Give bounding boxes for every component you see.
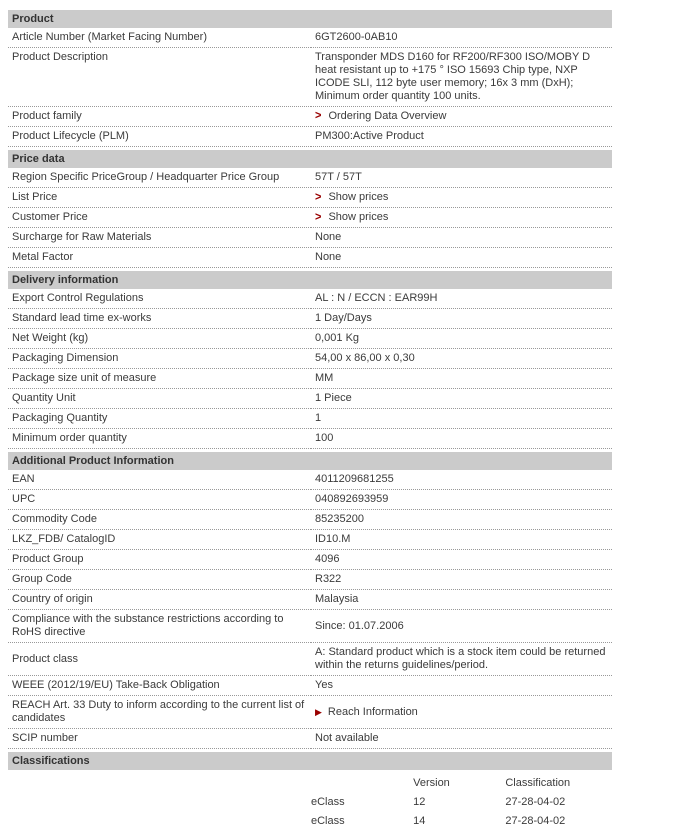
row-value: 100 [311, 429, 612, 449]
table-row [8, 208, 612, 228]
row-value: PM300:Active Product [311, 127, 612, 147]
classification-version: 14 [413, 815, 426, 827]
row-label: Product class [8, 643, 311, 676]
row-label: Article Number (Market Facing Number) [8, 28, 311, 48]
row-label: Quantity Unit [8, 389, 311, 409]
table-row [8, 329, 612, 349]
link-label: Show prices [328, 211, 389, 223]
row-label: REACH Art. 33 Duty to inform according to the current list of candidates [8, 696, 311, 729]
column-header-system [311, 774, 413, 793]
table-row [8, 696, 612, 729]
classification-system: eClass [311, 796, 345, 808]
triangle-right-icon: ▶ [315, 706, 322, 717]
row-label: Product Description [8, 48, 311, 107]
link-ordering-data-overview[interactable] [315, 110, 446, 123]
classification-system: eClass [311, 815, 345, 827]
chevron-right-icon: > [315, 210, 322, 224]
table-row [8, 590, 612, 610]
section-header-delivery-information: Delivery information [8, 271, 612, 289]
link-show-prices[interactable] [315, 191, 388, 204]
table-row [8, 510, 612, 530]
row-value: 85235200 [311, 510, 612, 530]
row-value: Not available [311, 729, 612, 749]
link-show-prices[interactable] [315, 211, 388, 224]
attribute-table [8, 289, 612, 449]
row-label: EAN [8, 470, 311, 490]
table-row [8, 429, 612, 449]
product-detail-panel [8, 10, 612, 831]
classifications-header-row [311, 774, 612, 793]
table-row [8, 168, 612, 188]
row-label: Packaging Quantity [8, 409, 311, 429]
row-label: Packaging Dimension [8, 349, 311, 369]
table-row [8, 490, 612, 510]
row-label: List Price [8, 188, 311, 208]
row-label: UPC [8, 490, 311, 510]
row-label: Package size unit of measure [8, 369, 311, 389]
row-label: Standard lead time ex-works [8, 309, 311, 329]
table-row [8, 349, 612, 369]
row-value: 54,00 x 86,00 x 0,30 [311, 349, 612, 369]
row-value: None [311, 228, 612, 248]
row-label: Product Group [8, 550, 311, 570]
table-row [8, 248, 612, 268]
table-row [8, 530, 612, 550]
row-value: ID10.M [311, 530, 612, 550]
table-row [8, 676, 612, 696]
row-label: WEEE (2012/19/EU) Take-Back Obligation [8, 676, 311, 696]
row-value: Yes [311, 676, 612, 696]
table-row [8, 48, 612, 107]
row-label: Net Weight (kg) [8, 329, 311, 349]
row-label: Surcharge for Raw Materials [8, 228, 311, 248]
row-label: Product Lifecycle (PLM) [8, 127, 311, 147]
row-value: 0,001 Kg [311, 329, 612, 349]
link-reach-information[interactable] [315, 706, 418, 719]
section-header-price-data: Price data [8, 150, 612, 168]
row-value: R322 [311, 570, 612, 590]
link-label: Show prices [328, 191, 389, 203]
row-label: Metal Factor [8, 248, 311, 268]
row-value: None [311, 248, 612, 268]
row-value: 1 Day/Days [311, 309, 612, 329]
row-label: Minimum order quantity [8, 429, 311, 449]
table-row [8, 107, 612, 127]
table-row [8, 188, 612, 208]
table-row [8, 369, 612, 389]
table-row [8, 729, 612, 749]
table-row [8, 550, 612, 570]
row-value: 4096 [311, 550, 612, 570]
attribute-table [8, 28, 612, 147]
table-row [8, 309, 612, 329]
chevron-right-icon: > [315, 190, 322, 204]
table-row [8, 28, 612, 48]
table-row [8, 643, 612, 676]
attribute-table [8, 168, 612, 268]
classification-row [311, 812, 612, 831]
classification-row [311, 793, 612, 812]
row-label: Commodity Code [8, 510, 311, 530]
row-value [311, 696, 612, 729]
row-label: Customer Price [8, 208, 311, 228]
column-header-version: Version [413, 777, 450, 789]
table-row [8, 610, 612, 643]
classification-classification: 27-28-04-02 [505, 796, 566, 808]
row-label: Export Control Regulations [8, 289, 311, 309]
row-label: Product family [8, 107, 311, 127]
row-value [311, 208, 612, 228]
row-label: SCIP number [8, 729, 311, 749]
row-value: 6GT2600-0AB10 [311, 28, 612, 48]
table-row [8, 570, 612, 590]
row-value: AL : N / ECCN : EAR99H [311, 289, 612, 309]
row-value: MM [311, 369, 612, 389]
row-value: 1 [311, 409, 612, 429]
row-value: Since: 01.07.2006 [311, 610, 612, 643]
table-row [8, 127, 612, 147]
row-label: Country of origin [8, 590, 311, 610]
row-value: Transponder MDS D160 for RF200/RF300 ISO/MOBY D heat resistant up to +175 ° ISO 15693 Chip type, NXP ICODE SLI, 112 byte user memory; 16x 3 mm (DxH); Minimum order quantity 100 units. [311, 48, 612, 107]
row-value [311, 188, 612, 208]
section-header-product: Product [8, 10, 612, 28]
table-row [8, 228, 612, 248]
table-row [8, 409, 612, 429]
row-value: A: Standard product which is a stock item could be returned within the returns guidelines/period. [311, 643, 612, 676]
attribute-table [8, 470, 612, 749]
row-label: Group Code [8, 570, 311, 590]
classification-version: 12 [413, 796, 426, 808]
row-label: Region Specific PriceGroup / Headquarter Price Group [8, 168, 311, 188]
row-value: Malaysia [311, 590, 612, 610]
row-label: LKZ_FDB/ CatalogID [8, 530, 311, 550]
link-label: Ordering Data Overview [328, 110, 447, 122]
chevron-right-icon: > [315, 109, 322, 123]
classification-classification: 27-28-04-02 [505, 815, 566, 827]
row-value: 4011209681255 [311, 470, 612, 490]
row-value: 57T / 57T [311, 168, 612, 188]
table-row [8, 389, 612, 409]
table-row [8, 470, 612, 490]
row-value: 1 Piece [311, 389, 612, 409]
row-value [311, 107, 612, 127]
column-header-classification: Classification [505, 777, 571, 789]
link-label: Reach Information [327, 705, 418, 718]
row-label: Compliance with the substance restrictions according to RoHS directive [8, 610, 311, 643]
table-row [8, 289, 612, 309]
section-header-additional-product-information: Additional Product Information [8, 452, 612, 470]
section-header-classifications: Classifications [8, 752, 612, 770]
classifications-table [311, 774, 612, 831]
row-value: 040892693959 [311, 490, 612, 510]
